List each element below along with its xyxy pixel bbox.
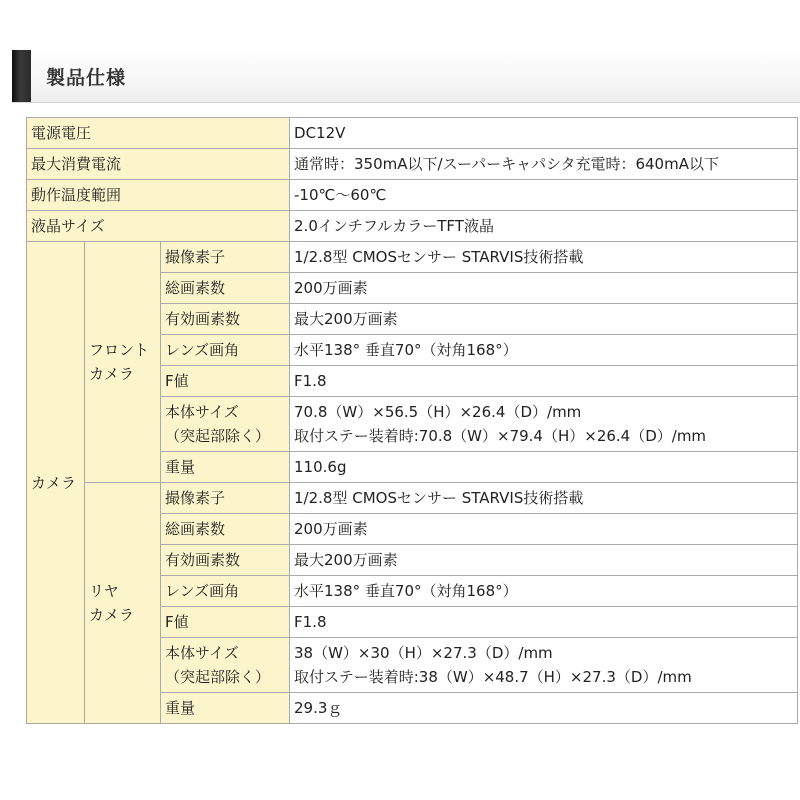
spec-row-front-sensor — [27, 242, 798, 273]
spec-label: レンズ画角 — [161, 335, 290, 366]
spec-value: 110.6g — [290, 452, 798, 483]
spec-value: 水平138° 垂直70°（対角168°） — [290, 576, 798, 607]
body-size-value-line1: 70.8（W）×56.5（H）×26.4（D）/mm — [294, 403, 582, 421]
spec-label — [161, 638, 290, 693]
spec-table — [26, 117, 798, 724]
front-camera-label-line2: カメラ — [89, 365, 135, 383]
spec-label: 液晶サイズ — [27, 211, 290, 242]
rear-camera-label-line1: リヤ — [89, 582, 119, 600]
spec-label: 重量 — [161, 452, 290, 483]
body-size-value-line2: 取付ステー装着時:70.8（W）×79.4（H）×26.4（D）/mm — [294, 427, 707, 445]
spec-label: F値 — [161, 607, 290, 638]
spec-row-power-voltage — [27, 118, 798, 149]
spec-value: F1.8 — [290, 607, 798, 638]
spec-value: 1/2.8型 CMOSセンサー STARVIS技術搭載 — [290, 483, 798, 514]
spec-value: 最大200万画素 — [290, 304, 798, 335]
front-camera-label-line1: フロント — [89, 341, 150, 359]
spec-label: 有効画素数 — [161, 304, 290, 335]
spec-value: 水平138° 垂直70°（対角168°） — [290, 335, 798, 366]
body-size-value-line2: 取付ステー装着時:38（W）×48.7（H）×27.3（D）/mm — [294, 668, 692, 686]
spec-value: 200万画素 — [290, 514, 798, 545]
camera-group-label: カメラ — [27, 242, 85, 724]
spec-value — [290, 397, 798, 452]
spec-value: 29.3ｇ — [290, 693, 798, 724]
spec-label: レンズ画角 — [161, 576, 290, 607]
body-size-value-line1: 38（W）×30（H）×27.3（D）/mm — [294, 644, 553, 662]
spec-label: 総画素数 — [161, 273, 290, 304]
spec-row-max-current — [27, 149, 798, 180]
body-size-label-line1: 本体サイズ — [165, 644, 239, 662]
spec-value: -10℃～60℃ — [290, 180, 798, 211]
spec-label: 重量 — [161, 693, 290, 724]
spec-label: 撮像素子 — [161, 483, 290, 514]
spec-value: 2.0インチフルカラーTFT液晶 — [290, 211, 798, 242]
spec-label: 撮像素子 — [161, 242, 290, 273]
spec-label: 最大消費電流 — [27, 149, 290, 180]
section-header — [12, 50, 800, 103]
body-size-label-line1: 本体サイズ — [165, 403, 239, 421]
spec-value: 最大200万画素 — [290, 545, 798, 576]
spec-label: 有効画素数 — [161, 545, 290, 576]
spec-label: F値 — [161, 366, 290, 397]
spec-label — [161, 397, 290, 452]
spec-value: 1/2.8型 CMOSセンサー STARVIS技術搭載 — [290, 242, 798, 273]
spec-value: F1.8 — [290, 366, 798, 397]
body-size-label-line2: （突起部除く） — [165, 668, 271, 686]
body-size-label-line2: （突起部除く） — [165, 427, 271, 445]
spec-label: 動作温度範囲 — [27, 180, 290, 211]
spec-value: 200万画素 — [290, 273, 798, 304]
spec-value: DC12V — [290, 118, 798, 149]
rear-camera-label-line2: カメラ — [89, 606, 135, 624]
page-title: 製品仕様 — [46, 67, 127, 89]
spec-row-lcd-size — [27, 211, 798, 242]
rear-camera-label — [85, 483, 161, 724]
spec-value: 通常時：350mA以下/スーパーキャパシタ充電時：640mA以下 — [290, 149, 798, 180]
spec-row-operating-temp — [27, 180, 798, 211]
spec-row-rear-sensor — [27, 483, 798, 514]
front-camera-label — [85, 242, 161, 483]
spec-value — [290, 638, 798, 693]
header-accent-bar — [12, 50, 31, 102]
spec-label: 総画素数 — [161, 514, 290, 545]
spec-label: 電源電圧 — [27, 118, 290, 149]
